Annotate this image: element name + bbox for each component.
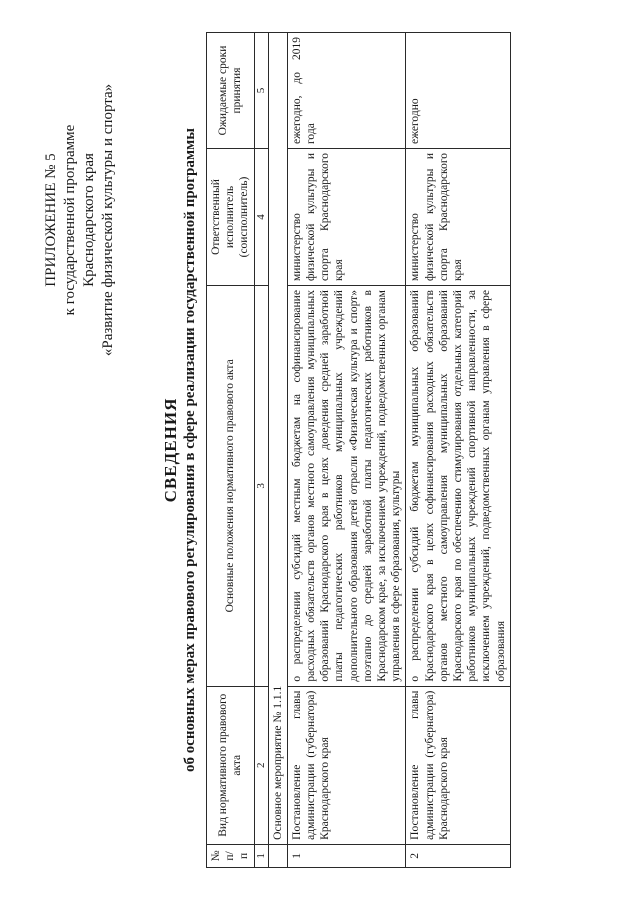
- table-header-row: [207, 33, 255, 868]
- document-title: СВЕДЕНИЯ: [161, 397, 180, 503]
- row-act-content: о распределении субсидий местным бюджетам на софинансирование расходных обязательств органов местного самоуправления муниципальных образований Краснодарского края в целях доведения средней заработной платы педагогических работников муниципальных учреждений дополнительного образования детей отрасли «Физическая культура и спорт» поэтапно до средней заработной платы педагогических работников в Краснодарском крае, за исключением учреждений, подведомственных органам управления в сфере образования, культуры: [287, 286, 406, 687]
- header-deadline: Ожидаемые сроки принятия: [207, 33, 255, 149]
- header-act-type: Вид нормативного правового акта: [207, 686, 255, 844]
- row-deadline: ежегодно: [406, 33, 510, 149]
- rotated-document-page: [20, 20, 620, 880]
- row-act-type: Постановление главы администрации (губернатора) Краснодарского края: [406, 686, 510, 844]
- section-title: Основное мероприятие № 1.1.1: [268, 33, 287, 845]
- row-executor: министерство физической культуры и спорта Краснодарского края: [287, 149, 406, 286]
- row-act-content: о распределении субсидий бюджетам муниципальных образований Краснодарского края в целях софинансирования расходных обязательств органов местного самоуправления муниципальных образований Краснодарского края по обеспечению стимулирования отдельных категорий работников муниципальных учреждений спортивной направленности, за исключением учреждений, подведомственных органам управления в сфере образования: [406, 286, 510, 687]
- column-number: 5: [254, 33, 268, 149]
- column-numbers-row: [254, 33, 268, 868]
- row-executor: министерство физической культуры и спорта Краснодарского края: [406, 149, 510, 286]
- section-row: [268, 33, 287, 868]
- header-executor: Ответственный исполнитель (соисполнитель): [207, 149, 255, 286]
- document-heading: [160, 20, 200, 880]
- appendix-region: Краснодарского края: [81, 153, 97, 287]
- row-num: 2: [406, 844, 510, 867]
- column-number: 3: [254, 286, 268, 687]
- header-act-content: Основные положения нормативного правового акта: [207, 286, 255, 687]
- appendix-block: [42, 50, 118, 390]
- appendix-number: ПРИЛОЖЕНИЕ № 5: [43, 153, 59, 287]
- appendix-program-name: «Развитие физической культуры и спорта»: [100, 83, 116, 357]
- row-num: 1: [287, 844, 406, 867]
- appendix-program-ref: к государственной программе: [62, 124, 78, 316]
- row-act-type: Постановление главы администрации (губернатора) Краснодарского края: [287, 686, 406, 844]
- measures-table: [206, 32, 511, 868]
- column-number: 1: [254, 844, 268, 867]
- header-num: № п/п: [207, 844, 255, 867]
- row-deadline: ежегодно, до 2019 года: [287, 33, 406, 149]
- document-subtitle: об основных мерах правового регулирования в сфере реализации государственной программы: [182, 128, 198, 772]
- table-row: [406, 33, 510, 868]
- column-number: 2: [254, 686, 268, 844]
- column-number: 4: [254, 149, 268, 286]
- table-row: [287, 33, 406, 868]
